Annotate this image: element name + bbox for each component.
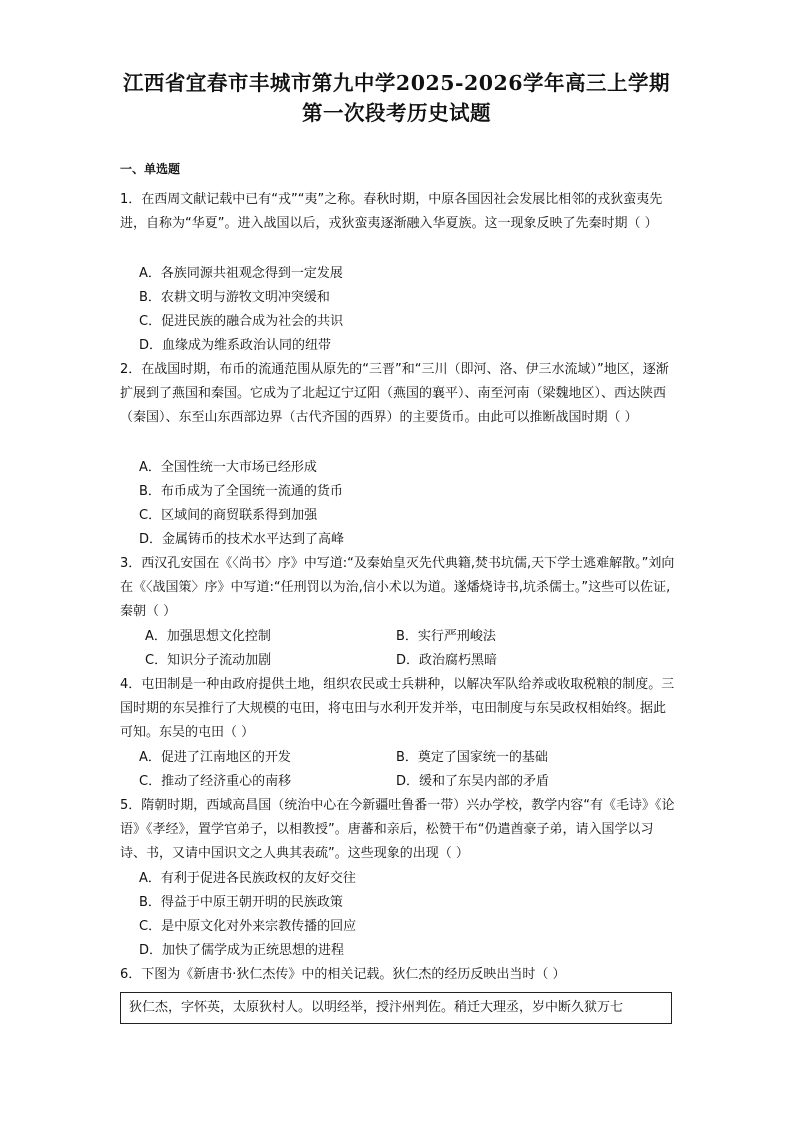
question-5-option-c[interactable]: C．是中原文化对外来宗教传播的回应 [139, 919, 357, 934]
question-5-stem: 5．隋朝时期，西域高昌国（统治中心在今新疆吐鲁番一带）兴办学校，教学内容“有《毛诗》《论语》《孝经》，置学官弟子，以相教授”。唐蕃和亲后，松赞干布“仍遣酋豪子弟，请入国学以习诗、书，又请中国识文之人典其表疏”。这些现象的出现（ ） [120, 798, 675, 861]
question-4-option-d[interactable]: D．缓和了东吴内部的矛盾 [396, 774, 550, 789]
quote-text: 狄仁杰，字怀英，太原狄村人。以明经举，授汴州判佐。稍迁大理丞，岁中断久狱万七 [129, 1000, 624, 1015]
question-6-stem: 6．下图为《新唐书·狄仁杰传》中的相关记载。狄仁杰的经历反映出当时（ ） [120, 967, 566, 982]
question-1-stem: 1．在西周文献记载中已有“戎”“夷”之称。春秋时期，中原各国因社会发展比相邻的戎狄蛮夷先进，自称为“华夏”。进入战国以后，戎狄蛮夷逐渐融入华夏族。这一现象反映了先秦时期（ ） [120, 192, 663, 231]
question-1-option-b[interactable]: B．农耕文明与游牧文明冲突缓和 [139, 290, 330, 305]
question-1-option-a[interactable]: A．各族同源共祖观念得到一定发展 [139, 266, 343, 281]
question-2-option-d[interactable]: D．金属铸币的技术水平达到了高峰 [139, 532, 345, 547]
question-4-option-a[interactable]: A．促进了江南地区的开发 [139, 750, 291, 765]
doc-title-line2: 第一次段考历史试题 [302, 101, 491, 125]
question-3-stem: 3．西汉孔安国在《〈尚书〉序》中写道:“及秦始皇灭先代典籍,焚书坑儒,天下学士逃难解散。”刘向在《〈战国策〉序》中写道:“任刑罚以为治,信小术以为道。遂燔烧诗书,坑杀儒士。”这些可以佐证,秦朝（ ） [120, 556, 675, 619]
section-heading: 一、单选题 [120, 162, 181, 176]
question-2-stem: 2．在战国时期，布币的流通范围从原先的“三晋”和“三川（即河、洛、伊三水流域）”地区，逐渐扩展到了燕国和秦国。它成为了北起辽宁辽阳（燕国的襄平）、南至河南（梁魏地区）、西达陕西（秦国）、东至山东西部边界（古代齐国的西界）的主要货币。由此可以推断战国时期（ ） [120, 362, 669, 425]
question-4-stem: 4．屯田制是一种由政府提供土地，组织农民或士兵耕种，以解决军队给养或收取税粮的制度。三国时期的东吴推行了大规模的屯田，将屯田与水利开发并举，屯田制度与东吴政权相始终。据此可知。东吴的屯田（ ） [120, 677, 675, 740]
question-3-option-a[interactable]: A．加强思想文化控制 [145, 629, 271, 644]
quote-box [120, 992, 672, 1024]
question-5-option-d[interactable]: D．加快了儒学成为正统思想的进程 [139, 943, 345, 958]
doc-title-line1: 江西省宜春市丰城市第九中学2025-2026学年高三上学期 [122, 71, 671, 95]
question-2-option-c[interactable]: C．区域间的商贸联系得到加强 [139, 508, 318, 523]
question-1-option-c[interactable]: C．促进民族的融合成为社会的共识 [139, 314, 344, 329]
question-3-option-d[interactable]: D．政治腐朽黑暗 [396, 653, 498, 668]
question-2-option-a[interactable]: A．全国性统一大市场已经形成 [139, 460, 317, 475]
question-5-option-b[interactable]: B．得益于中原王朝开明的民族政策 [139, 895, 343, 910]
question-3-option-b[interactable]: B．实行严刑峻法 [396, 629, 496, 644]
question-2-option-b[interactable]: B．布币成为了全国统一流通的货币 [139, 484, 343, 499]
question-5-option-a[interactable]: A．有利于促进各民族政权的友好交往 [139, 871, 356, 886]
question-1-option-d[interactable]: D．血缘成为维系政治认同的纽带 [139, 338, 332, 353]
question-4-option-b[interactable]: B．奠定了国家统一的基础 [396, 750, 548, 765]
question-3-option-c[interactable]: C．知识分子流动加剧 [145, 653, 272, 668]
question-4-option-c[interactable]: C．推动了经济重心的南移 [139, 774, 292, 789]
